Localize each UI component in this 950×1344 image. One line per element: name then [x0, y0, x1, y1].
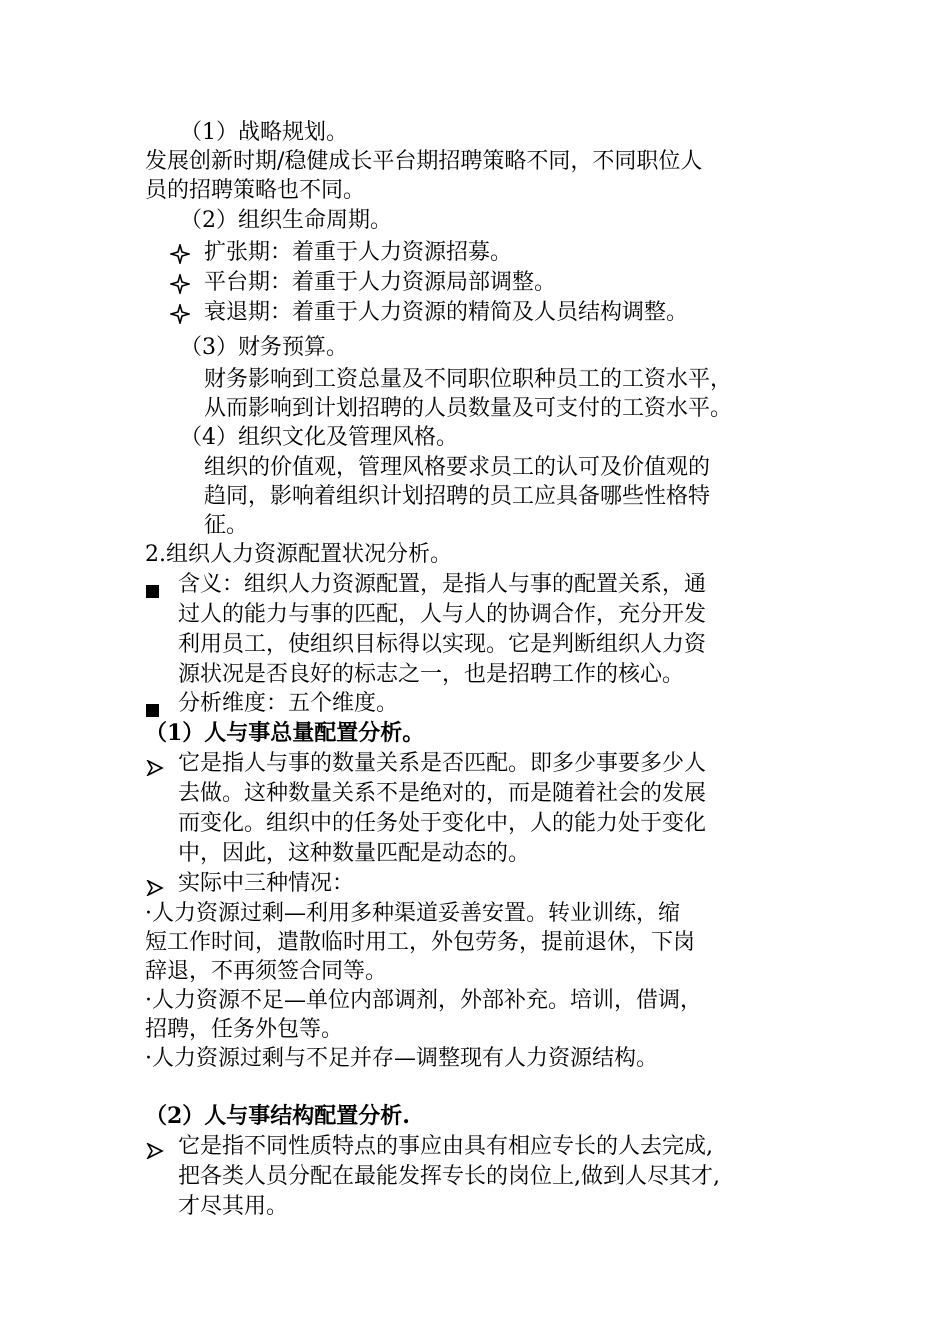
black-square-icon: [146, 577, 159, 606]
sub1-heading: （1）人与事总量配置分析。: [145, 720, 425, 746]
sub1-point1-line: 它是指人与事的数量关系是否匹配。即多少事要多少人: [178, 751, 707, 776]
sub1-point1-line: 中，因此，这种数量匹配是动态的。: [178, 841, 531, 866]
item3-body-line: 从而影响到计划招聘的人员数量及可支付的工资水平。: [204, 396, 733, 421]
item1-heading: （1）战略规划。: [180, 120, 348, 145]
case3-line: ·人力资源过剩与不足并存—调整现有人力资源结构。: [145, 1046, 658, 1071]
item1-body-line: 员的招聘策略也不同。: [145, 178, 366, 203]
item4-body-line: 趋同，影响着组织计划招聘的员工应具备哪些性格特: [204, 484, 711, 509]
item4-body-line: 组织的价值观，管理风格要求员工的认可及价值观的: [204, 455, 711, 480]
sub1-point2-line: 实际中三种情况：: [178, 871, 355, 896]
case1-line: 辞退，不再须签合同等。: [145, 959, 388, 984]
case1-line: 短工作时间，遣散临时用工，外包劳务，提前退休，下岗: [145, 930, 696, 955]
sub2-point1-line: 它是指不同性质特点的事应由具有相应专长的人去完成,: [178, 1134, 713, 1159]
arrowhead-icon: [146, 1138, 164, 1167]
item4-heading: （4）组织文化及管理风格。: [180, 425, 458, 450]
item2-heading: （2）组织生命周期。: [180, 208, 392, 233]
meaning-line: 源状况是否良好的标志之一，也是招聘工作的核心。: [178, 662, 685, 687]
item1-body-line: 发展创新时期/稳健成长平台期招聘策略不同，不同职位人: [145, 149, 703, 174]
case1-line: ·人力资源过剩—利用多种渠道妥善安置。转业训练，缩: [145, 901, 680, 926]
arrowhead-icon: [146, 755, 164, 784]
section2-heading: 2.组织人力资源配置状况分析。: [145, 542, 452, 567]
item3-body-line: 财务影响到工资总量及不同职位职种员工的工资水平，: [204, 367, 733, 392]
meaning-line: 利用员工，使组织目标得以实现。它是判断组织人力资: [178, 632, 707, 657]
lifecycle-point: 衰退期：着重于人力资源的精简及人员结构调整。: [204, 300, 689, 325]
lifecycle-point: 扩张期：着重于人力资源招募。: [204, 240, 513, 265]
item3-heading: （3）财务预算。: [180, 335, 348, 360]
sub2-heading: （2）人与事结构配置分析.: [145, 1103, 410, 1129]
sub2-point1-line: 把各类人员分配在最能发挥专长的岗位上,做到人尽其才,: [178, 1164, 720, 1189]
sub1-point1-line: 去做。这种数量关系不是绝对的，而是随着社会的发展: [178, 781, 707, 806]
four-point-star-icon: [170, 273, 190, 302]
case2-line: ·人力资源不足—单位内部调剂，外部补充。培训，借调，: [145, 988, 702, 1013]
four-point-star-icon: [170, 243, 190, 272]
dimensions-line: 分析维度：五个维度。: [178, 691, 399, 716]
sub2-point1-line: 才尽其用。: [178, 1194, 289, 1219]
four-point-star-icon: [170, 303, 190, 332]
meaning-line: 含义：组织人力资源配置，是指人与事的配置关系，通: [178, 572, 707, 597]
lifecycle-point: 平台期：着重于人力资源局部调整。: [204, 270, 557, 295]
sub1-point1-line: 而变化。组织中的任务处于变化中，人的能力处于变化: [178, 811, 707, 836]
case2-line: 招聘，任务外包等。: [145, 1017, 344, 1042]
item4-body-line: 征。: [204, 513, 249, 538]
meaning-line: 过人的能力与事的匹配，人与人的协调合作，充分开发: [178, 602, 707, 627]
